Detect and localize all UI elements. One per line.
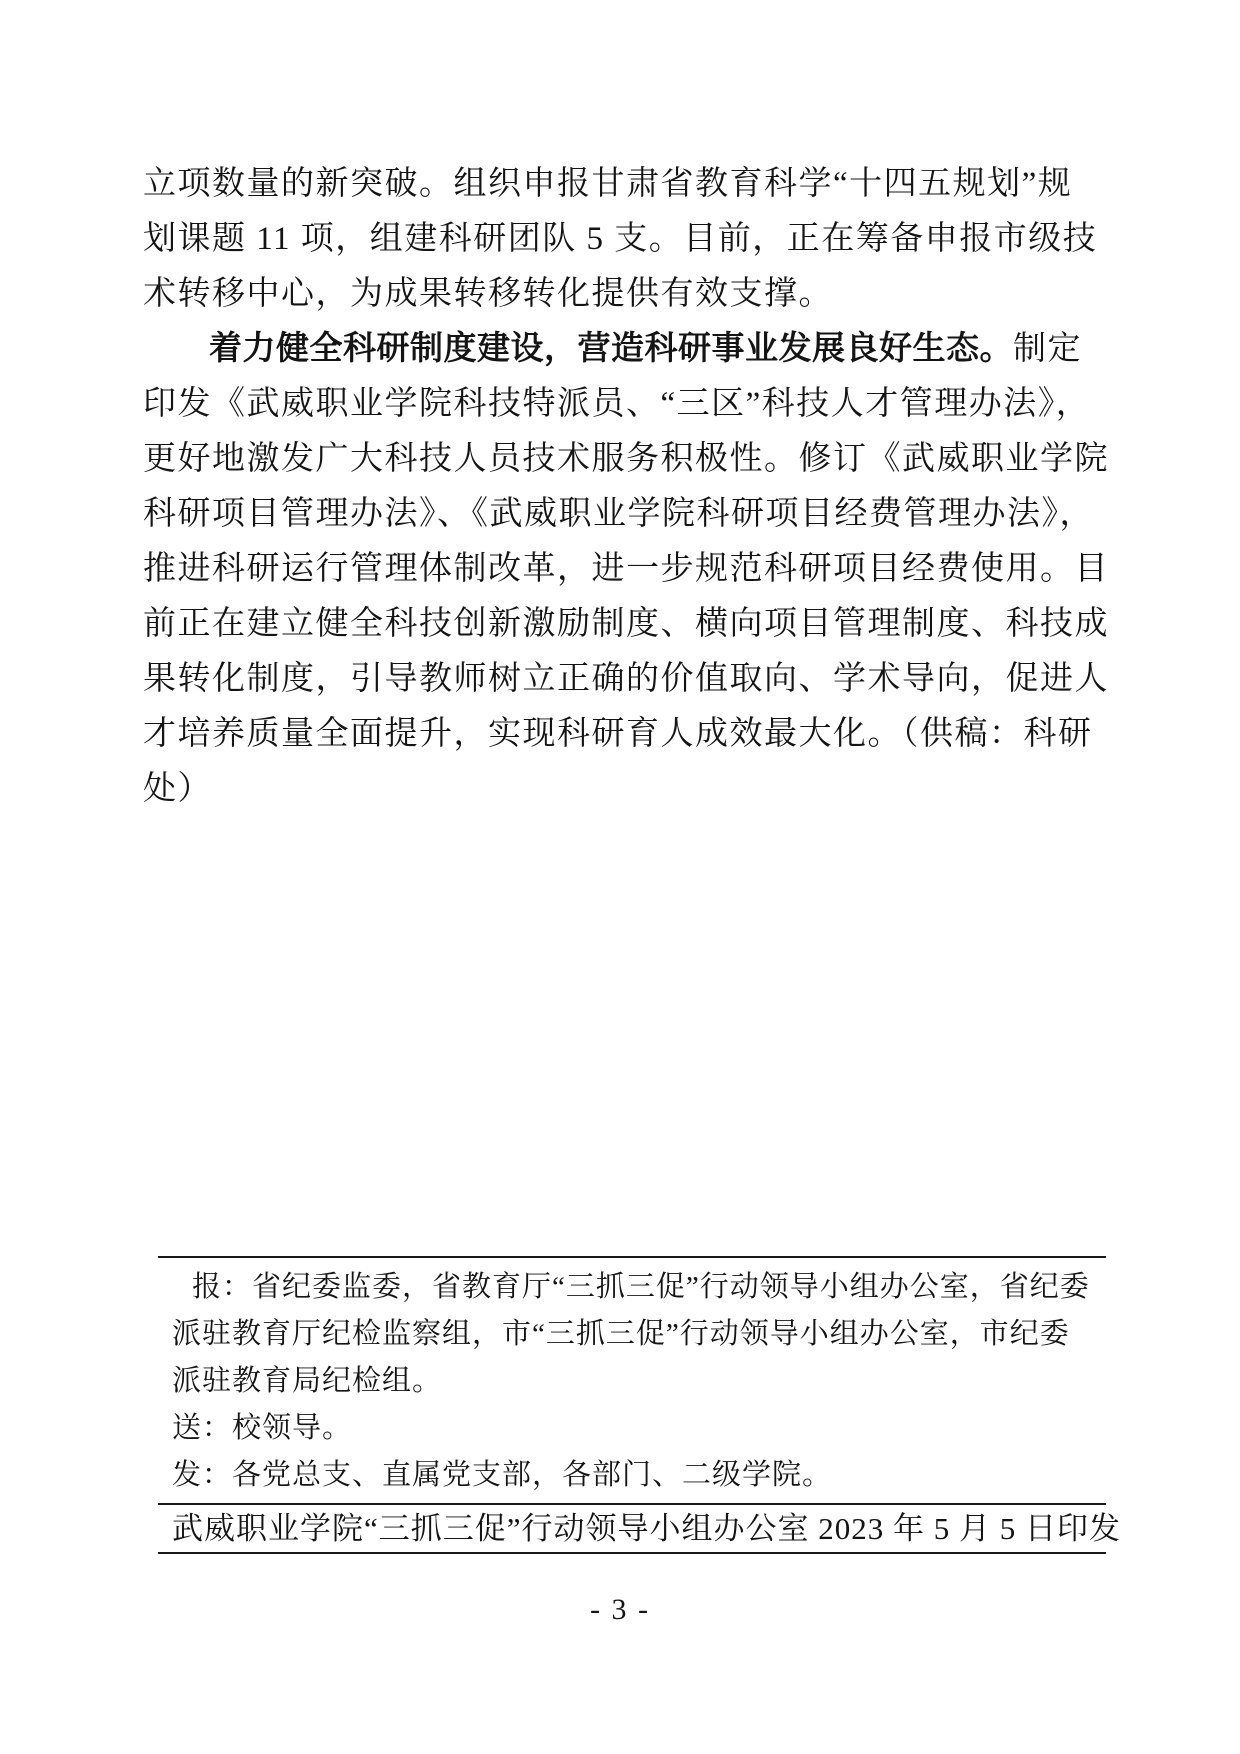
paragraph-lead-line [143, 322, 1118, 377]
body-line: 科研项目管理办法》、《武威职业学院科研项目经费管理办法》， [143, 496, 1094, 532]
body-text [143, 157, 1118, 817]
body-line: 处） [143, 771, 212, 807]
body-line: 更好地激发广大科技人员技术服务积极性。修订《武威职业学院 [143, 441, 1109, 477]
body-line: 推进科研运行管理体制改革，进一步规范科研项目经费使用。目 [143, 551, 1109, 587]
report-to-line: 派驻教育局纪检组。 [172, 1365, 443, 1397]
issue-to-line: 发：各党总支、直属党支部，各部门、二级学院。 [172, 1459, 833, 1491]
body-line: 划课题 11 项，组建科研团队 5 支。目前，正在筹备申报市级技 [143, 221, 1098, 257]
distribution-lines [158, 1258, 1106, 1503]
imprint-line: 武威职业学院“三抓三促”行动领导小组办公室 2023 年 5 月 5 日印发 [172, 1511, 1122, 1546]
body-line: 果转化制度，引导教师树立正确的价值取向、学术导向，促进人 [143, 661, 1109, 697]
report-to-line: 报：省纪委监委，省教育厅“三抓三促”行动领导小组办公室，省纪委 [192, 1271, 1090, 1303]
footer-bottom-rule [158, 1552, 1106, 1554]
body-line: 术转移中心，为成果转移转化提供有效支撑。 [143, 276, 833, 312]
distribution-footer [158, 1256, 1122, 1554]
body-line: 立项数量的新突破。组织申报甘肃省教育科学“十四五规划”规 [143, 166, 1073, 202]
send-to-line: 送：校领导。 [172, 1412, 353, 1444]
page-number: - 3 - [590, 1593, 650, 1626]
body-line: 前正在建立健全科技创新激励制度、横向项目管理制度、科技成 [143, 606, 1109, 642]
paragraph-bold-heading: 着力健全科研制度建设，营造科研事业发展良好生态。 [209, 331, 1013, 367]
body-line: 才培养质量全面提升，实现科研育人成效最大化。（供稿：科研 [143, 716, 1093, 752]
report-to-line: 派驻教育厅纪检监察组，市“三抓三促”行动领导小组办公室，市纪委 [172, 1318, 1070, 1350]
paragraph-lead-rest: 制定 [1013, 331, 1082, 367]
body-line: 印发《武威职业学院科技特派员、“三区”科技人才管理办法》， [143, 386, 1091, 422]
